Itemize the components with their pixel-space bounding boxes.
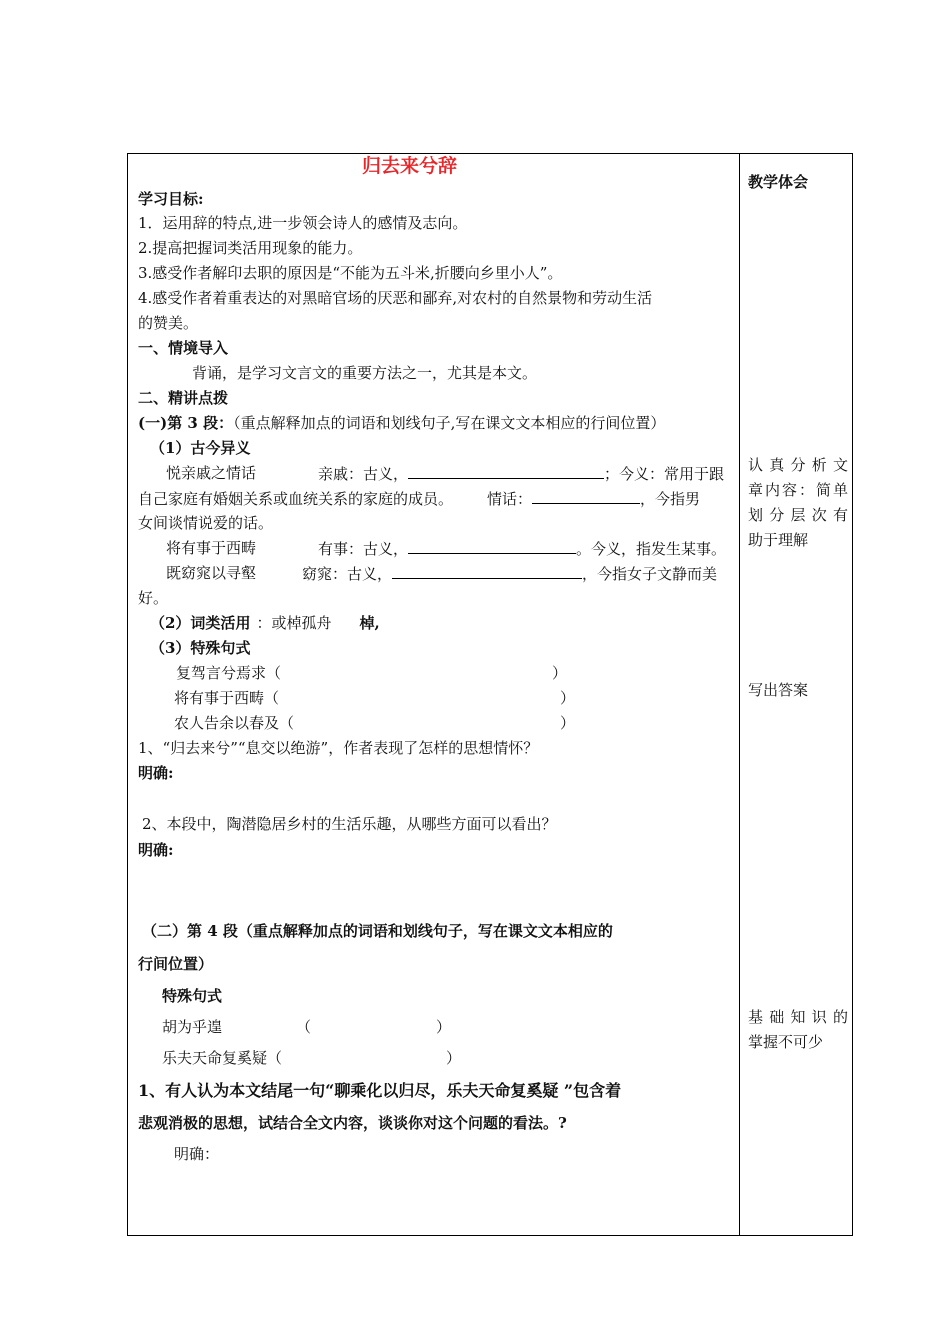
lesson-table: [127, 153, 853, 1236]
open-paren: （: [296, 1018, 312, 1036]
answer-blank[interactable]: [392, 563, 582, 579]
section1-heading: 一、情境导入: [138, 339, 229, 357]
vocab-label: 有事：古义，: [318, 540, 409, 558]
part-of-speech-example: ：或棹孤舟: [256, 614, 332, 632]
side-note-line: 章内容：简单: [748, 481, 848, 499]
subheading-special-sentences: （3）特殊句式: [150, 639, 251, 657]
subheading-part-of-speech: （2）词类活用: [150, 614, 251, 632]
answer-blank[interactable]: [532, 488, 640, 504]
part-of-speech-line: [150, 613, 380, 633]
subheading-special-sentences: 特殊句式: [162, 987, 223, 1005]
question: 1、有人认为本文结尾一句“聊乘化以归尽，乐夫天命复奚疑 ”包含着: [138, 1081, 622, 1100]
vocab-line: [302, 563, 717, 584]
side-note-line: 划分层次有: [748, 506, 848, 524]
objective-item: 4.感受作者着重表达的对黑暗官场的厌恶和鄙弃,对农村的自然景物和劳动生活: [138, 289, 653, 307]
close-paren: ）: [446, 1049, 462, 1067]
vocab-label: ，今指男: [640, 490, 701, 508]
side-note-line: 基础知识的: [748, 1008, 848, 1026]
vocab-line: 好。: [138, 589, 169, 607]
section1-text: 背诵，是学习文言文的重要方法之一，尤其是本文。: [192, 364, 538, 382]
vocab-line: 女间谈情说爱的话。: [138, 514, 274, 532]
objective-item: 2.提高把握词类活用现象的能力。: [138, 239, 363, 257]
objective-item: 3.感受作者解印去职的原因是“不能为五斗米,折腰向乡里小人”。: [138, 264, 563, 282]
objective-item: 1．运用辞的特点,进一步领会诗人的感情及志向。: [138, 214, 468, 232]
vocab-line: [138, 488, 700, 509]
section2-heading: 二、精讲点拨: [138, 389, 229, 407]
vocab-label: ，今指女子文静而美: [582, 565, 718, 583]
question: 悲观消极的思想，试结合全文内容，谈谈你对这个问题的看法。?: [138, 1114, 567, 1132]
main-column: [128, 154, 739, 1235]
objective-item: 的赞美。: [138, 314, 199, 332]
part1-heading: (一)第 3 段：: [138, 414, 234, 432]
page-title: 归去来兮辞: [362, 155, 458, 177]
vocab-line: 悦亲戚之情话: [166, 464, 257, 482]
part2-heading: （二）第 4 段（重点解释加点的词语和划线句子，写在课文文本相应的: [142, 922, 613, 940]
side-note: 写出答案: [748, 681, 809, 699]
special-sentence: 农人告余以春及（: [174, 714, 295, 732]
part1-note: （重点解释加点的词语和划线句子,写在课文文本相应的行间位置）: [233, 414, 666, 432]
side-note-line: 助于理解: [748, 531, 809, 549]
close-paren: ）: [436, 1018, 452, 1036]
answer-blank[interactable]: [408, 463, 604, 479]
vocab-line: [318, 538, 726, 559]
vocab-label: 。今义，指发生某事。: [576, 540, 727, 558]
close-paren: ）: [552, 664, 568, 682]
objectives-heading: 学习目标:: [138, 190, 204, 208]
vocab-label: 情话：: [487, 490, 533, 508]
special-sentence: 复驾言兮焉求（: [176, 664, 282, 682]
side-note: [748, 453, 848, 553]
vocab-line: 既窈窕以寻壑: [166, 564, 257, 582]
vocab-label: 窈窕：古义，: [302, 565, 393, 583]
question: 1、“归去来兮”“息交以绝游”，作者表现了怎样的思想情怀？: [138, 739, 539, 757]
special-sentence: 将有事于西畴（: [174, 689, 280, 707]
question: 2、本段中，陶潜隐居乡村的生活乐趣，从哪些方面可以看出？: [142, 815, 557, 833]
close-paren: ）: [560, 689, 576, 707]
part2-heading: 行间位置）: [138, 955, 214, 973]
side-note-line: 认真分析文: [748, 456, 848, 474]
part1-heading-line: [138, 413, 665, 433]
close-paren: ）: [560, 714, 576, 732]
side-header: 教学体会: [748, 173, 809, 191]
special-sentence: 胡为乎遑: [162, 1018, 223, 1036]
side-note-line: 掌握不可少: [748, 1033, 824, 1051]
vocab-line: 将有事于西畴: [166, 539, 257, 557]
answer-label: 明确:: [138, 764, 174, 782]
vocab-label: 亲戚：古义，: [318, 465, 409, 483]
vocab-line: [318, 463, 724, 484]
side-column: [740, 154, 852, 1235]
part-of-speech-word: 棹,: [359, 614, 380, 632]
side-note: [748, 1005, 848, 1055]
subheading-ancient-modern: （1）古今异义: [150, 439, 251, 457]
vocab-label: ；今义：常用于跟: [604, 465, 725, 483]
answer-blank[interactable]: [408, 538, 576, 554]
answer-label: 明确：: [174, 1145, 220, 1163]
vocab-text: 自己家庭有婚姻关系或血统关系的家庭的成员。: [138, 490, 454, 508]
special-sentence: 乐夫天命复奚疑（: [162, 1049, 283, 1067]
answer-label: 明确:: [138, 841, 174, 859]
